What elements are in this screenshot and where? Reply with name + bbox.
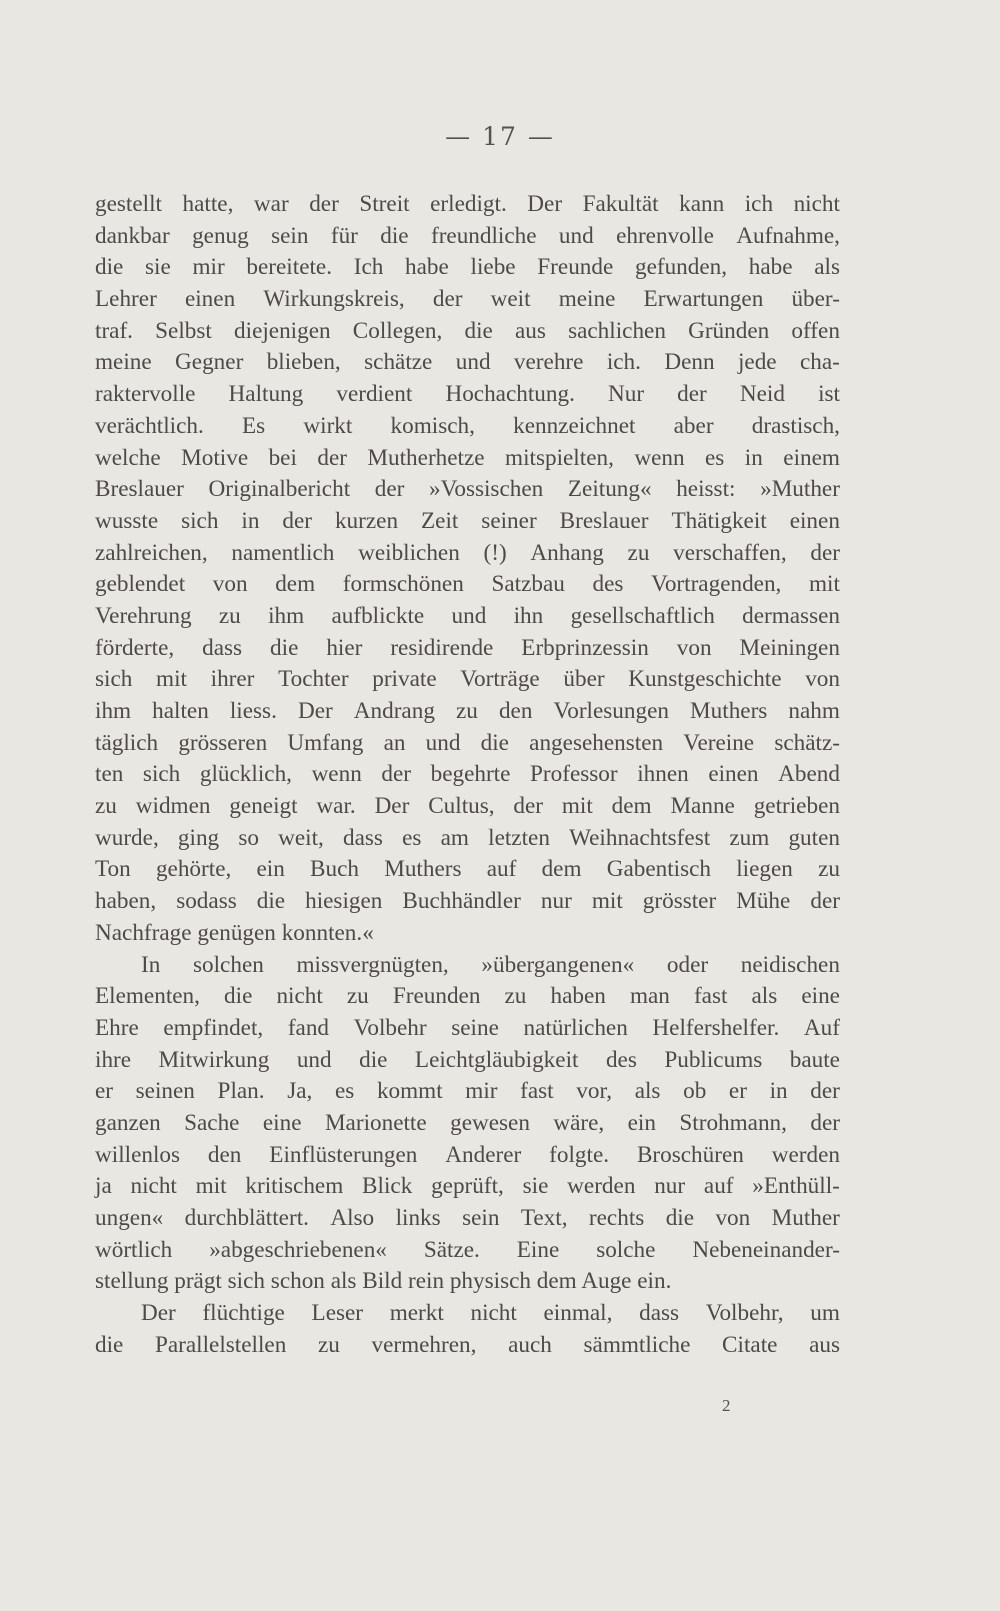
text-line: In solchen missvergnügten, »übergangenen« oder neidischen xyxy=(141,951,840,978)
body-text xyxy=(95,189,840,1361)
text-line: Verehrung zu ihm aufblickte und ihn gesellschaftlich dermassen xyxy=(95,602,840,629)
text-line: sich mit ihrer Tochter private Vorträge über Kunstgeschichte von xyxy=(95,666,840,693)
text-line: Der flüchtige Leser merkt nicht einmal, dass Volbehr, um xyxy=(141,1300,840,1327)
text-line: die sie mir bereitete. Ich habe liebe Freunde gefunden, habe als xyxy=(95,254,840,281)
text-line: zu widmen geneigt war. Der Cultus, der mit dem Manne getrieben xyxy=(95,793,840,820)
text-line: Ton gehörte, ein Buch Muthers auf dem Gabentisch liegen zu xyxy=(95,856,840,883)
text-line: ten sich glücklich, wenn der begehrte Professor ihnen einen Abend xyxy=(95,761,840,788)
page-header: — 17 — xyxy=(445,122,555,151)
text-line: gestellt hatte, war der Streit erledigt. Der Fakultät kann ich nicht xyxy=(95,191,840,217)
text-line: Breslauer Originalbericht der »Vossischen Zeitung« heisst: »Muther xyxy=(95,476,840,503)
text-line: wurde, ging so weit, dass es am letzten Weihnachtsfest zum guten xyxy=(95,824,840,851)
text-line: geblendet von dem formschönen Satzbau des Vortragenden, mit xyxy=(95,571,840,598)
text-line: wusste sich in der kurzen Zeit seiner Breslauer Thätigkeit einen xyxy=(95,507,840,534)
text-line: haben, sodass die hiesigen Buchhändler nur mit grösster Mühe der xyxy=(95,888,840,915)
signature-mark: 2 xyxy=(722,1396,731,1415)
text-line: Ehre empfindet, fand Volbehr seine natürlichen Helfershelfer. Auf xyxy=(95,1014,840,1041)
text-line: er seinen Plan. Ja, es kommt mir fast vor, als ob er in der xyxy=(95,1078,840,1105)
text-line: Elementen, die nicht zu Freunden zu haben man fast als eine xyxy=(95,983,840,1010)
text-line: meine Gegner blieben, schätze und verehre ich. Denn jede cha- xyxy=(95,349,840,376)
text-line: ja nicht mit kritischem Blick geprüft, sie werden nur auf »Enthüll- xyxy=(95,1173,840,1200)
text-line: täglich grösseren Umfang an und die angesehensten Vereine schätz- xyxy=(95,729,840,756)
text-line: zahlreichen, namentlich weiblichen (!) Anhang zu verschaffen, der xyxy=(95,539,840,566)
text-line: ungen« durchblättert. Also links sein Text, rechts die von Muther xyxy=(95,1205,840,1231)
text-line: stellung prägt sich schon als Bild rein physisch dem Auge ein. xyxy=(95,1268,672,1295)
text-line: Nachfrage genügen konnten.« xyxy=(95,919,374,946)
text-line: die Parallelstellen zu vermehren, auch sämmtliche Citate aus xyxy=(95,1331,840,1358)
text-line: Lehrer einen Wirkungskreis, der weit meine Erwartungen über- xyxy=(95,286,840,313)
text-line: welche Motive bei der Mutherhetze mitspielten, wenn es in einem xyxy=(95,444,840,471)
text-line: verächtlich. Es wirkt komisch, kennzeichnet aber drastisch, xyxy=(95,412,840,439)
text-line: raktervolle Haltung verdient Hochachtung. Nur der Neid ist xyxy=(95,381,840,408)
text-line: ihm halten liess. Der Andrang zu den Vorlesungen Muthers nahm xyxy=(95,698,840,724)
text-line: willenlos den Einflüsterungen Anderer folgte. Broschüren werden xyxy=(95,1141,840,1168)
text-line: förderte, dass die hier residirende Erbprinzessin von Meiningen xyxy=(95,634,840,661)
text-line: wörtlich »abgeschriebenen« Sätze. Eine solche Nebeneinander- xyxy=(95,1236,840,1263)
text-line: traf. Selbst diejenigen Collegen, die aus sachlichen Gründen offen xyxy=(95,317,840,344)
text-line: ganzen Sache eine Marionette gewesen wäre, ein Strohmann, der xyxy=(95,1109,840,1136)
text-line: dankbar genug sein für die freundliche und ehrenvolle Aufnahme, xyxy=(95,222,840,249)
text-line: ihre Mitwirkung und die Leichtgläubigkeit des Publicums baute xyxy=(95,1046,840,1073)
